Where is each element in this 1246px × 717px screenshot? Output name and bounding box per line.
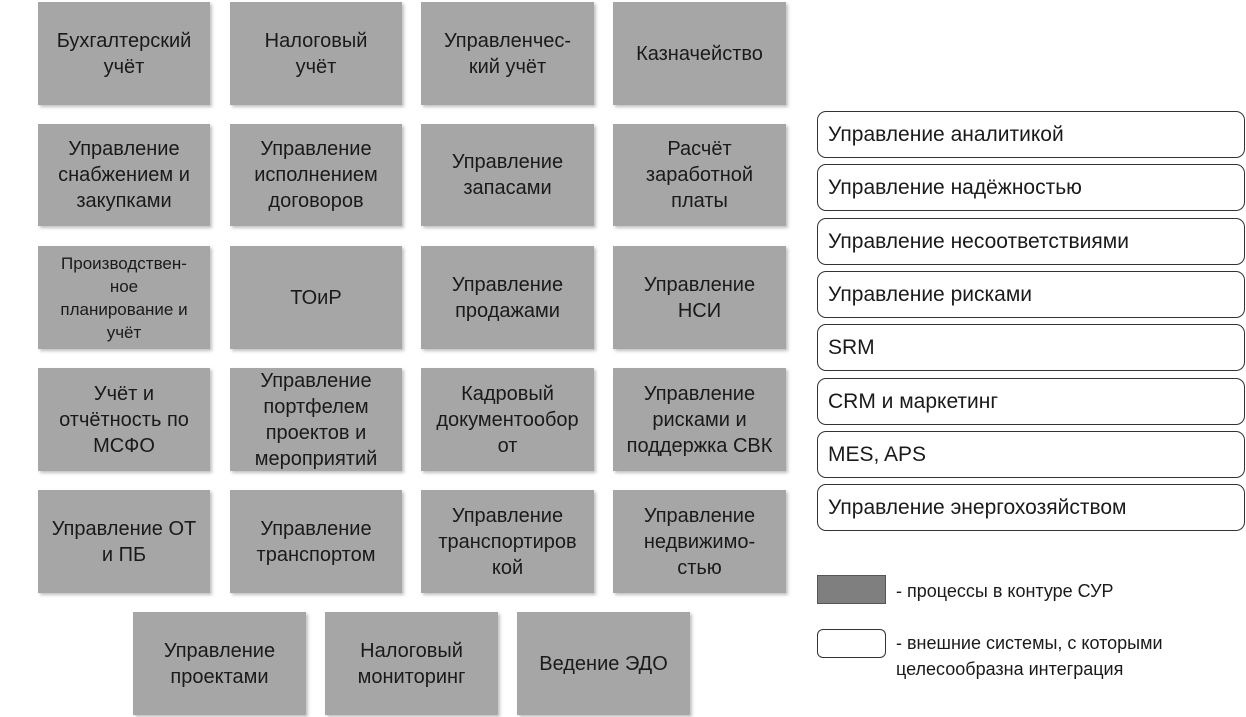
process-risk-control: Управление рисками и поддержка СВК [613, 368, 786, 471]
process-tax-accounting: Налоговый учёт [230, 2, 402, 105]
legend-process-swatch [817, 575, 886, 604]
process-tax-monitoring: Налоговый мониторинг [325, 612, 498, 715]
external-crm: CRM и маркетинг [817, 378, 1245, 425]
process-procurement: Управление снабжением и закупками [38, 124, 210, 226]
process-contracts: Управление исполнением договоров [230, 124, 402, 226]
process-payroll: Расчёт заработной платы [613, 124, 786, 226]
external-srm: SRM [817, 324, 1245, 371]
process-accounting: Бухгалтерский учёт [38, 2, 210, 105]
process-transport: Управление транспортом [230, 490, 402, 593]
process-edo: Ведение ЭДО [517, 612, 690, 715]
external-reliability: Управление надёжностью [817, 164, 1245, 211]
process-maintenance: ТОиР [230, 246, 402, 349]
external-nonconformity: Управление несоответствиями [817, 218, 1245, 265]
external-energy: Управление энергохозяйством [817, 484, 1245, 531]
process-hr-documents: Кадровый документообор от [421, 368, 594, 471]
process-management-accounting: Управленчес- кий учёт [421, 2, 594, 105]
process-safety: Управление ОТ и ПБ [38, 490, 210, 593]
process-master-data: Управление НСИ [613, 246, 786, 349]
external-risks: Управление рисками [817, 271, 1245, 318]
process-ifrs: Учёт и отчётность по МСФО [38, 368, 210, 471]
process-project-portfolio: Управление портфелем проектов и мероприятий [230, 368, 402, 471]
external-mes-aps: MES, APS [817, 431, 1245, 478]
legend-external-label: - внешние системы, с которыми целесообразна интеграция [896, 633, 1163, 679]
legend-process-label: - процессы в контуре СУР [896, 581, 1114, 601]
process-real-estate: Управление недвижимо- стью [613, 490, 786, 593]
process-projects: Управление проектами [133, 612, 306, 715]
external-analytics: Управление аналитикой [817, 111, 1245, 158]
process-transportation: Управление транспортиров кой [421, 490, 594, 593]
legend-external-swatch [817, 629, 886, 658]
process-treasury: Казначейство [613, 2, 786, 105]
process-inventory: Управление запасами [421, 124, 594, 226]
process-production-planning: Производствен- ное планирование и учёт [38, 246, 210, 349]
process-sales: Управление продажами [421, 246, 594, 349]
